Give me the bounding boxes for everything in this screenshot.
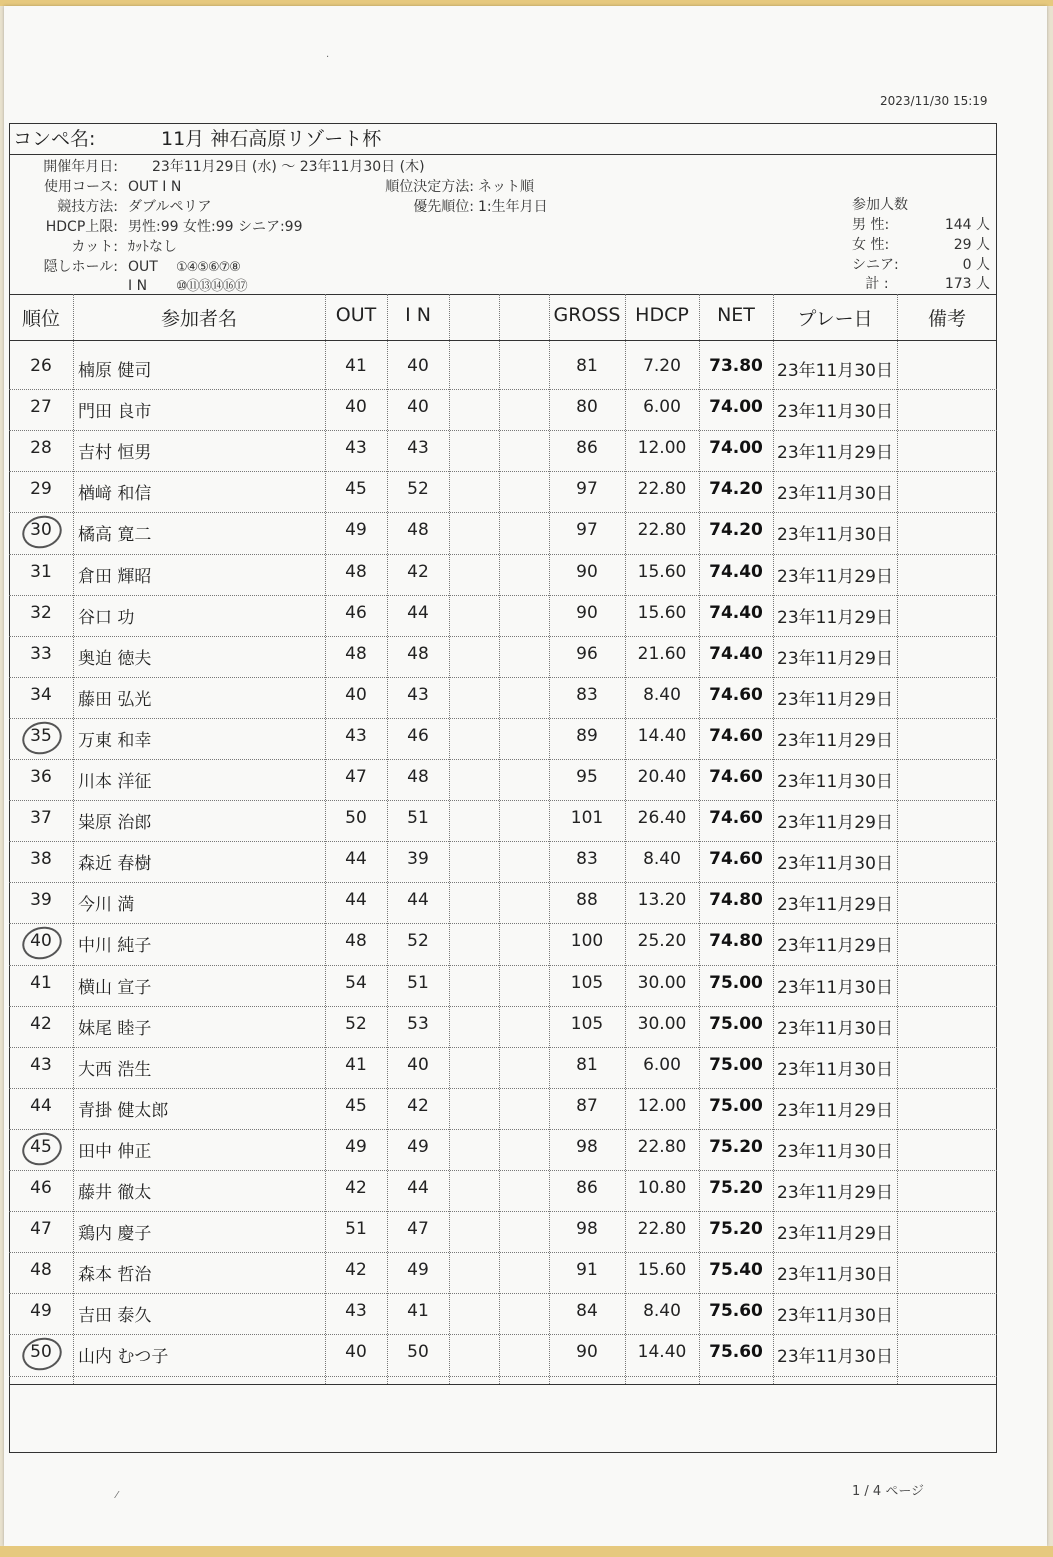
hdcp-cell: 15.60 [637,602,687,623]
hdcp-cell: 20.40 [637,767,687,787]
out-cell: 48 [345,931,367,952]
out-cell: 43 [345,1301,367,1322]
header-in: I N [405,304,431,326]
in-cell: 50 [407,1342,429,1363]
net-cell: 74.60 [709,684,763,705]
ranking-label: 順位決定方法: [385,179,474,195]
name-cell: 田中 伸正 [78,1141,152,1162]
play-date-cell: 23年11月30日 [777,361,893,381]
rank-cell: 31 [30,561,52,582]
out-cell: 47 [345,767,367,787]
play-date-cell: 23年11月29日 [777,936,893,957]
column-divider [499,294,500,1384]
hidden-out-label: OUT [128,259,158,275]
hdcp-cell: 6.00 [643,1054,681,1075]
row-divider [9,718,997,719]
name-cell: 奥迫 徳夫 [78,648,152,669]
net-cell: 74.00 [709,397,763,418]
dates-value: 23年11月29日 (水) ～ 23年11月30日 (木) [152,159,425,175]
row-divider [9,800,997,801]
out-cell: 49 [345,520,367,541]
hdcp-cell: 22.80 [637,479,687,500]
column-divider [449,294,450,1384]
gross-cell: 105 [570,1013,604,1034]
net-cell: 75.00 [709,1095,763,1116]
play-date-cell: 23年11月29日 [777,1183,893,1203]
name-cell: 倉田 輝昭 [78,566,152,587]
rank-cell: 28 [30,438,52,459]
hdcp-cell: 25.20 [637,931,687,952]
rank-cell: 30 [30,520,52,541]
play-date-cell: 23年11月30日 [777,402,893,423]
out-cell: 45 [345,1095,367,1116]
play-date-cell: 23年11月30日 [777,1347,893,1368]
hdcp-cell: 6.00 [643,397,681,418]
rank-cell: 32 [30,602,52,623]
hdcp-cell: 10.80 [637,1178,687,1198]
hdcp-cell: 22.80 [637,1136,687,1157]
rank-cell: 27 [30,397,52,418]
play-date-cell: 23年11月29日 [777,1100,893,1121]
total-label: 計 : [865,276,889,292]
row-divider [9,841,997,842]
header-top-rule [9,294,997,295]
row-divider [9,595,997,596]
name-cell: 楢﨑 和信 [78,484,152,505]
name-cell: 藤田 弘光 [78,689,152,710]
net-cell: 74.60 [709,849,763,870]
out-cell: 40 [345,1342,367,1363]
hdcp-cell: 14.40 [637,725,687,746]
play-date-cell: 23年11月29日 [777,813,893,834]
name-cell: 吉田 泰久 [78,1306,152,1327]
competition-name: 11月 神石高原リゾート杯 [161,128,382,150]
play-date-cell: 23年11月29日 [777,566,893,587]
play-date-cell: 23年11月29日 [777,689,893,710]
play-date-cell: 23年11月30日 [777,1141,893,1162]
hdcp-cell: 14.40 [637,1342,687,1363]
row-divider [9,1211,997,1212]
row-divider [9,882,997,883]
row-divider [9,1252,997,1253]
net-cell: 73.80 [709,356,763,376]
header-out: OUT [335,304,377,326]
net-cell: 75.60 [709,1342,763,1363]
cut-value: ｶｯﾄなし [128,239,177,255]
header-net: NET [717,304,755,326]
out-cell: 52 [345,1013,367,1034]
name-cell: 川本 洋征 [78,772,152,792]
out-cell: 45 [345,479,367,500]
name-cell: 楠原 健司 [78,361,152,381]
in-cell: 47 [407,1219,429,1240]
paper-bottom-edge [0,1546,1053,1557]
out-cell: 48 [345,561,367,582]
method-label: 競技方法: [57,199,118,215]
in-cell: 51 [407,808,429,829]
net-cell: 75.00 [709,1054,763,1075]
rank-cell: 49 [30,1301,52,1322]
method-value: ダブルペリア [128,199,212,215]
rank-cell: 41 [30,972,52,993]
row-divider [9,1334,997,1335]
net-cell: 74.80 [709,890,763,911]
hdcp-cell: 22.80 [637,1219,687,1240]
gross-cell: 105 [570,972,604,993]
rank-cell: 47 [30,1219,52,1240]
hdcp-cell: 30.00 [637,1013,687,1034]
in-cell: 48 [407,643,429,664]
hdcp-cell: 22.80 [637,520,687,541]
out-cell: 43 [345,725,367,746]
rank-cell: 45 [30,1136,52,1157]
in-cell: 43 [407,684,429,705]
name-cell: 門田 良市 [78,402,152,423]
net-cell: 75.00 [709,1013,763,1034]
net-cell: 74.60 [709,725,763,746]
in-cell: 39 [407,849,429,870]
in-cell: 44 [407,602,429,623]
rank-cell: 42 [30,1013,52,1034]
row-divider [9,554,997,555]
row-divider [9,430,997,431]
gross-cell: 89 [576,725,598,746]
column-divider [73,294,74,1384]
row-divider [9,471,997,472]
header-bottom-rule [9,340,997,341]
row-divider [9,1376,997,1377]
gross-cell: 80 [576,397,598,418]
name-cell: 藤井 徹太 [78,1183,152,1203]
hidden-in-label: I N [128,278,148,294]
name-cell: 橘高 寛二 [78,525,152,546]
in-cell: 52 [407,479,429,500]
net-cell: 74.40 [709,561,763,582]
paper-mark: · [326,52,330,63]
out-cell: 41 [345,356,367,376]
name-cell: 山内 むつ子 [78,1347,169,1368]
net-cell: 75.60 [709,1301,763,1322]
course-value: OUT I N [128,179,182,195]
participants-title: 参加人数 [852,197,908,213]
print-timestamp: 2023/11/30 15:19 [880,94,988,108]
paper-mark: ⁄ [116,1490,118,1501]
out-cell: 41 [345,1054,367,1075]
name-cell: 大西 浩生 [78,1059,152,1080]
play-date-cell: 23年11月30日 [777,1306,893,1327]
row-divider [9,1170,997,1171]
column-divider [897,294,898,1384]
net-cell: 74.20 [709,520,763,541]
row-divider [9,512,997,513]
play-date-cell: 23年11月30日 [777,1018,893,1039]
header-gross: GROSS [553,304,621,326]
rank-cell: 50 [30,1342,52,1363]
gross-cell: 98 [576,1219,598,1240]
in-cell: 48 [407,767,429,787]
play-date-cell: 23年11月29日 [777,730,893,751]
hidden-out-holes: ①④⑤⑥⑦⑧ [176,260,240,275]
male-label: 男 性: [852,217,890,233]
out-cell: 40 [345,684,367,705]
net-cell: 75.40 [709,1260,763,1281]
gross-cell: 100 [570,931,604,952]
in-cell: 53 [407,1013,429,1034]
row-divider [9,759,997,760]
rank-cell: 29 [30,479,52,500]
hdcp-cell: 15.60 [637,561,687,582]
gross-cell: 84 [576,1301,598,1322]
gross-cell: 90 [576,1342,598,1363]
out-cell: 54 [345,972,367,993]
name-cell: 妹尾 睦子 [78,1018,152,1039]
rank-cell: 26 [30,356,52,376]
in-cell: 51 [407,972,429,993]
row-divider [9,965,997,966]
out-cell: 44 [345,849,367,870]
hdcp-cell: 21.60 [637,643,687,664]
play-date-cell: 23年11月30日 [777,772,893,792]
net-cell: 75.20 [709,1219,763,1240]
play-date-cell: 23年11月30日 [777,1265,893,1286]
competition-title-bar [9,123,997,155]
in-cell: 49 [407,1260,429,1281]
out-cell: 44 [345,890,367,911]
in-cell: 46 [407,725,429,746]
female-count: 29 人 [953,237,990,253]
row-divider [9,1047,997,1048]
course-label: 使用コース: [43,179,118,195]
in-cell: 42 [407,1095,429,1116]
in-cell: 49 [407,1136,429,1157]
rank-cell: 46 [30,1178,52,1198]
row-divider [9,677,997,678]
row-divider [9,1088,997,1089]
name-cell: 森近 春樹 [78,854,152,875]
rank-cell: 43 [30,1054,52,1075]
row-divider [9,1006,997,1007]
name-cell: 青掛 健太郎 [78,1100,169,1121]
net-cell: 74.80 [709,931,763,952]
rank-cell: 44 [30,1095,52,1116]
senior-count: 0 人 [962,257,990,273]
out-cell: 42 [345,1260,367,1281]
hdcp-cell: 12.00 [637,1095,687,1116]
play-date-cell: 23年11月30日 [777,1059,893,1080]
net-cell: 74.40 [709,643,763,664]
page-number: 1 / 4 ページ [852,1484,925,1499]
out-cell: 48 [345,643,367,664]
gross-cell: 98 [576,1136,598,1157]
total-count: 173 人 [944,276,990,292]
name-cell: 中川 純子 [78,936,152,957]
name-cell: 万東 和幸 [78,730,152,751]
play-date-cell: 23年11月30日 [777,977,893,998]
male-count: 144 人 [944,217,990,233]
row-divider [9,1293,997,1294]
hdcp-cell: 12.00 [637,438,687,459]
row-divider [9,636,997,637]
header-hdcp: HDCP [635,304,689,326]
name-cell: 粜原 治郎 [78,813,152,834]
in-cell: 41 [407,1301,429,1322]
header-notes: 備考 [927,308,966,330]
gross-cell: 101 [570,808,604,829]
hdcp-cell: 8.40 [643,1301,681,1322]
out-cell: 40 [345,397,367,418]
rank-cell: 34 [30,684,52,705]
in-cell: 44 [407,890,429,911]
row-divider [9,389,997,390]
gross-cell: 87 [576,1095,598,1116]
net-cell: 74.40 [709,602,763,623]
gross-cell: 81 [576,1054,598,1075]
rank-cell: 37 [30,808,52,829]
gross-cell: 91 [576,1260,598,1281]
header-name: 参加者名 [160,308,237,330]
gross-cell: 90 [576,602,598,623]
play-date-cell: 23年11月29日 [777,443,893,464]
name-cell: 谷口 功 [78,607,135,628]
header-rank: 順位 [21,308,60,330]
hdcp-cell: 30.00 [637,972,687,993]
in-cell: 44 [407,1178,429,1198]
out-cell: 51 [345,1219,367,1240]
net-cell: 75.00 [709,972,763,993]
table-bottom-rule [9,1384,997,1385]
rank-cell: 35 [30,725,52,746]
net-cell: 74.60 [709,767,763,787]
in-cell: 40 [407,356,429,376]
gross-cell: 86 [576,1178,598,1198]
rank-cell: 39 [30,890,52,911]
net-cell: 75.20 [709,1178,763,1198]
rank-cell: 40 [30,931,52,952]
rank-cell: 48 [30,1260,52,1281]
rank-cell: 36 [30,767,52,787]
play-date-cell: 23年11月30日 [777,525,893,546]
name-cell: 森本 哲治 [78,1265,152,1286]
out-cell: 49 [345,1136,367,1157]
ranking-value: ネット順 [478,179,534,195]
gross-cell: 97 [576,479,598,500]
out-cell: 43 [345,438,367,459]
in-cell: 43 [407,438,429,459]
hdcp-cell: 7.20 [643,356,681,376]
hdcp-cell: 8.40 [643,849,681,870]
row-divider [9,923,997,924]
name-cell: 鶏内 慶子 [78,1224,152,1245]
header-play-date: プレー日 [797,308,873,330]
hidden-in-holes: ⑩⑪⑬⑭⑯⑰ [176,279,247,294]
net-cell: 74.00 [709,438,763,459]
play-date-cell: 23年11月29日 [777,895,893,916]
gross-cell: 88 [576,890,598,911]
priority-value: 1:生年月日 [478,199,548,215]
hdcp-cell: 15.60 [637,1260,687,1281]
in-cell: 42 [407,561,429,582]
gross-cell: 97 [576,520,598,541]
rank-cell: 33 [30,643,52,664]
hdcp-cell: 8.40 [643,684,681,705]
gross-cell: 86 [576,438,598,459]
gross-cell: 83 [576,849,598,870]
hidden-holes-label: 隠しホール: [43,259,118,275]
dates-label: 開催年月日: [43,159,118,175]
net-cell: 74.20 [709,479,763,500]
play-date-cell: 23年11月29日 [777,1224,893,1245]
cut-label: カット: [71,239,118,255]
hdcp-limit-label: HDCP上限: [45,219,118,235]
priority-label: 優先順位: [413,199,474,215]
name-cell: 今川 満 [78,895,135,916]
rank-cell: 38 [30,849,52,870]
play-date-cell: 23年11月30日 [777,854,893,875]
play-date-cell: 23年11月29日 [777,648,893,669]
gross-cell: 95 [576,767,598,787]
play-date-cell: 23年11月30日 [777,484,893,505]
female-label: 女 性: [852,237,890,253]
gross-cell: 81 [576,356,598,376]
in-cell: 40 [407,397,429,418]
out-cell: 50 [345,808,367,829]
hdcp-cell: 26.40 [637,808,687,829]
name-cell: 吉村 恒男 [78,443,152,464]
competition-label: コンペ名: [13,128,96,150]
hdcp-limit-value: 男性:99 女性:99 シニア:99 [128,219,303,235]
name-cell: 横山 宣子 [78,977,152,998]
gross-cell: 83 [576,684,598,705]
play-date-cell: 23年11月29日 [777,607,893,628]
hdcp-cell: 13.20 [637,890,687,911]
senior-label: シニア: [852,257,899,273]
gross-cell: 90 [576,561,598,582]
in-cell: 40 [407,1054,429,1075]
row-divider [9,1129,997,1130]
in-cell: 52 [407,931,429,952]
net-cell: 75.20 [709,1136,763,1157]
gross-cell: 96 [576,643,598,664]
out-cell: 46 [345,602,367,623]
in-cell: 48 [407,520,429,541]
out-cell: 42 [345,1178,367,1198]
net-cell: 74.60 [709,808,763,829]
